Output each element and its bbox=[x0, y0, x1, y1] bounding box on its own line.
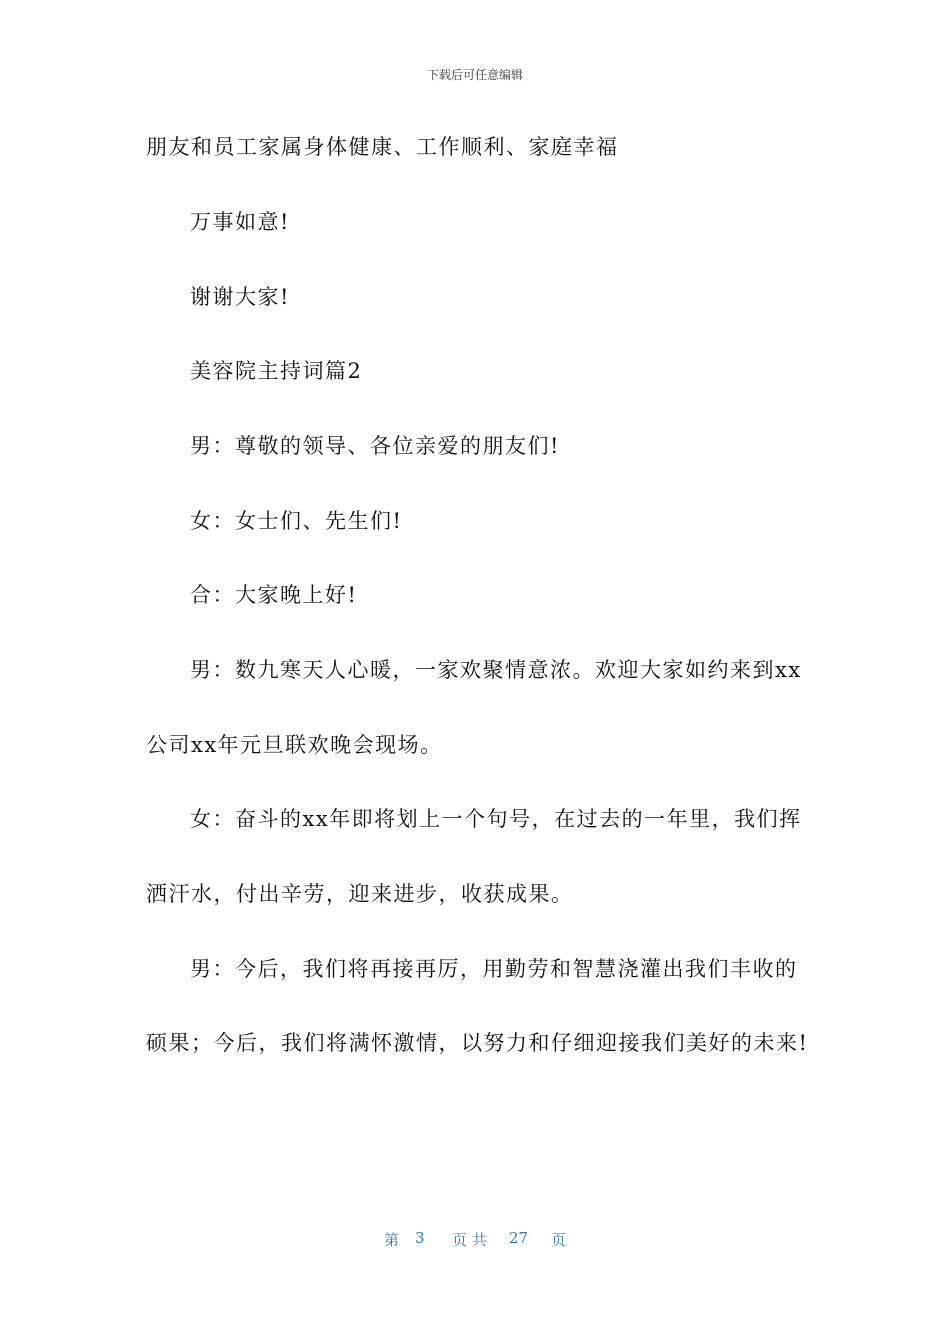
paragraph-line: 合：大家晚上好! bbox=[190, 583, 358, 607]
paragraph-line: 洒汗水，付出辛劳，迎来进步，收获成果。 bbox=[146, 882, 574, 906]
paragraph-line: 女：奋斗的xx年即将划上一个句号，在过去的一年里，我们挥 bbox=[190, 807, 802, 831]
paragraph-line: 公司xx年元旦联欢晚会现场。 bbox=[146, 733, 443, 757]
page-label-pre: 第 bbox=[384, 1231, 400, 1249]
page-footer bbox=[0, 1229, 950, 1251]
paragraph-line: 万事如意! bbox=[190, 210, 290, 234]
paragraph-line: 男：今后，我们将再接再厉，用勤劳和智慧浇灌出我们丰收的 bbox=[190, 957, 798, 981]
paragraph-line: 朋友和员工家属身体健康、工作顺利、家庭幸福 bbox=[146, 135, 619, 159]
page-label-post: 页 bbox=[551, 1231, 567, 1249]
paragraph-line: 硕果；今后，我们将满怀激情，以努力和仔细迎接我们美好的未来! bbox=[146, 1031, 809, 1055]
paragraph-line: 男：数九寒天人心暖，一家欢聚情意浓。欢迎大家如约来到xx bbox=[190, 658, 802, 682]
paragraph-line: 女：女士们、先生们! bbox=[190, 509, 403, 533]
page-header: 下载后可任意编辑 bbox=[426, 68, 523, 82]
paragraph-line: 男：尊敬的领导、各位亲爱的朋友们! bbox=[190, 434, 560, 458]
paragraph-line: 谢谢大家! bbox=[190, 285, 290, 309]
page-number: 3 bbox=[415, 1229, 425, 1247]
page-total: 27 bbox=[509, 1229, 529, 1247]
section-heading: 美容院主持词篇2 bbox=[190, 359, 363, 383]
page-label-mid: 页 共 bbox=[452, 1231, 487, 1249]
